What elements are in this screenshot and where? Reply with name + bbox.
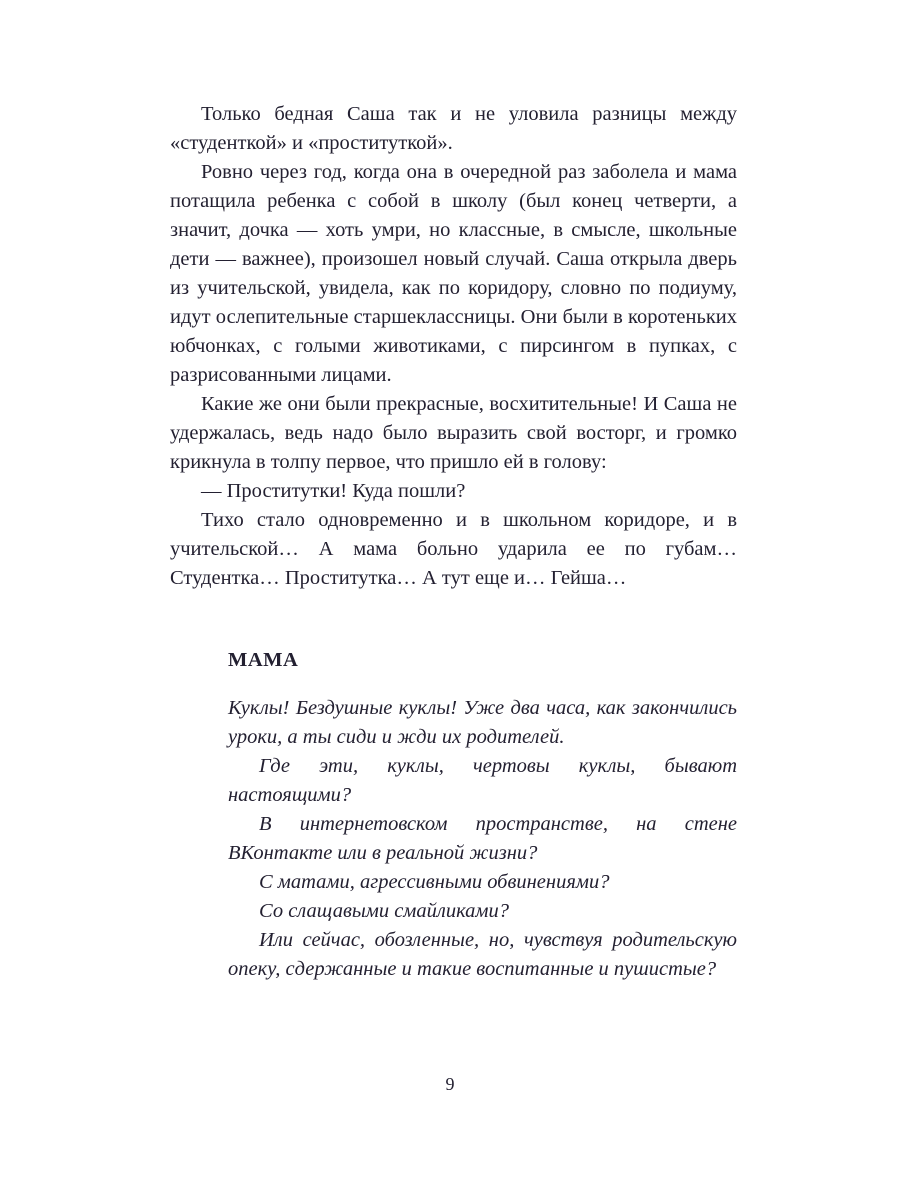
section-heading: МАМА xyxy=(228,649,299,671)
section-paragraph: Со слащавыми смайликами? xyxy=(259,900,509,922)
section-paragraph: Куклы! Бездушные куклы! Уже два часа, как закончились уроки, а ты сиди и жди их родителей. xyxy=(228,697,737,748)
page-number: 9 xyxy=(445,1074,455,1094)
section-paragraph: В интернетовском пространстве, на стене ВКонтакте или в реальной жизни? xyxy=(228,813,737,864)
section-paragraph: Или сейчас, обозленные, но, чувствуя родительскую опеку, сдержанные и такие воспитанные и пушистые? xyxy=(228,929,737,980)
story-paragraph: Ровно через год, когда она в очередной раз заболела и мама потащила ребенка с собой в школу (был конец четверти, а значит, дочка — хоть умри, но классные, в смысле, школьные дети — важнее), произошел новый случай. Саша открыла дверь из учительской, увидела, как по коридору, словно по подиуму, идут ослепительные старшеклассницы. Они были в коротеньких юбчонках, с голыми животиками, с пирсингом в пупках, с разрисованными лицами. xyxy=(170,161,737,386)
story-paragraph: Какие же они были прекрасные, восхитительные! И Саша не удержалась, ведь надо было выразить свой восторг, и громко крикнула в толпу первое, что пришло ей в голову: xyxy=(170,393,737,473)
mama-section xyxy=(228,646,737,984)
story-paragraph: Только бедная Саша так и не уловила разницы между «студенткой» и «проституткой». xyxy=(170,103,737,154)
story-text xyxy=(170,100,737,593)
story-paragraph: Тихо стало одновременно и в школьном коридоре, и в учительской… А мама больно ударила ее по губам… Студентка… Проститутка… А тут еще и… Гейша… xyxy=(170,509,737,589)
section-paragraph: Где эти, куклы, чертовы куклы, бывают настоящими? xyxy=(228,755,737,806)
section-paragraph: С матами, агрессивными обвинениями? xyxy=(259,871,610,893)
text-block xyxy=(170,100,737,984)
dialogue-line: — Проститутки! Куда пошли? xyxy=(201,480,466,502)
